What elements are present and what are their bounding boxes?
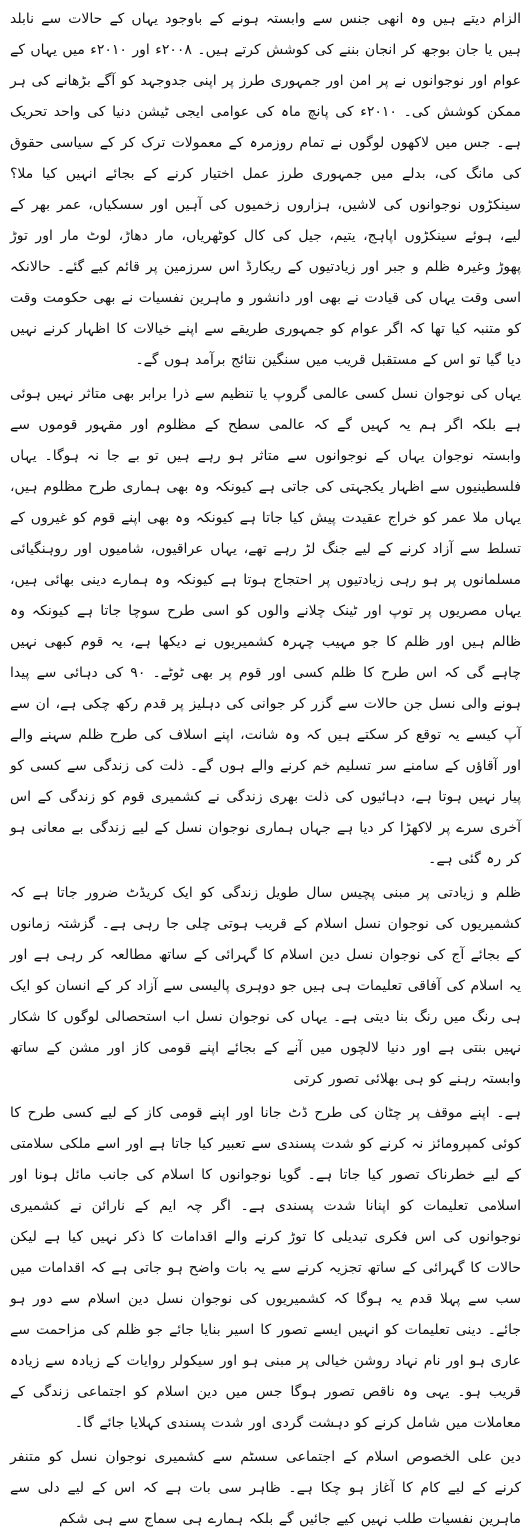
article-paragraph-2: یہاں کی نوجوان نسل کسی عالمی گروپ یا تنظیم سے ذرا برابر بھی متاثر نہیں ہوئی ہے بلکہ اگر ہم یہ کہیں گے کہ عالمی سطح کے مظلوم اور مقہور قوموں سے وابستہ نوجوان یہاں کے نوجوانوں سے متاثر ہو رہے ہیں تو بے جا نہ ہوگا۔ یہاں فلسطینیوں سے اظہار یکجہتی کی جاتی ہے کیونکہ وہ بھی ہماری طرح مظلوم ہیں، یہاں ملا عمر کو خراج عقیدت پیش کیا جاتا ہے کیونکہ وہ بھی اپنے قوم کو غیروں کے تسلط سے آزاد کرنے کے لیے جنگ لڑ رہے تھے، یہاں عراقیوں، شامیوں اور روہنگیائی مسلمانوں پر ہو رہی زیادتیوں پر احتجاج ہوتا ہے کیونکہ وہ ہمارے دینی بھائی ہیں، یہاں مصریوں پر توپ اور ٹینک چلانے والوں کو اسی طرح سوچا جاتا ہے کیونکہ وہ ظالم ہیں اور ظلم کا جو مہیب چہرہ کشمیریوں نے دیکھا ہے، یہ قوم کبھی نہیں چاہے گی کہ اس طرح کا ظلم کسی اور قوم پر بھی ٹوٹے۔ ۹۰ کی دہائی سے پیدا ہونے والی نسل جن حالات سے گزر کر جوانی کی دہلیز پر قدم رکھ چکی ہے، ان سے آپ کیسے یہ توقع کر سکتے ہیں کہ وہ شانت، اپنے اسلاف کی طرح ظلم سہنے والے اور آقاؤں کے سامنے سر تسلیم خم کرنے والے ہوں گے۔ ذلت کی زندگی سے کسی کو پیار نہیں ہوتا ہے، دہائیوں کی ذلت بھری زندگی نے کشمیری قوم کو زندگی کے اس آخری سرے پر لاکھڑا کر دیا ہے جہاں ہماری نوجوان نسل کے لیے زندگی بے معانی ہو کر رہ گئی ہے۔ xyxy=(10,386,521,867)
article-paragraph-3: ظلم و زیادتی پر مبنی پچیس سال طویل زندگی کو ایک کریڈٹ ضرور جاتا ہے کہ کشمیریوں کی نوجوان نسل اسلام کے قریب ہوتی چلی جا رہی ہے۔ گزشتہ زمانوں کے بجائے آج کی نوجوان نسل دین اسلام کا گہرائی کے ساتھ مطالعہ کر رہی ہے اور یہ اسلام کی آفاقی تعلیمات ہی ہیں جو دوہری پالیسی سے آزاد کر کے انسان کو ایک ہی رنگ میں رنگ بنا دیتی ہے۔ یہاں کی نوجوان نسل اب استحصالی لوگوں کا شکار نہیں بنتی ہے اور دنیا لالچوں میں آنے کے بجائے اپنے قومی کاز اور مشن کے ساتھ وابستہ رہنے کو ہی بھلائی تصور کرتی xyxy=(10,885,521,1087)
article-paragraph-4: ہے۔ اپنے موقف پر چٹان کی طرح ڈٹ جانا اور اپنے قومی کاز کے لیے کسی طرح کا کوئی کمپرومائز نہ کرنے کو شدت پسندی سے تعبیر کیا جاتا ہے اور اسے ملکی سلامتی کے لیے خطرناک تصور کیا جاتا ہے۔ گویا نوجوانوں کا اسلام کی جانب مائل ہونا اور اسلامی تعلیمات کو اپنانا شدت پسندی ہے۔ اگر چہ ایم کے نارائن نے کشمیری نوجوانوں کی اس فکری تبدیلی کا توڑ کرنے والے اقدامات کا ذکر نہیں کیا ہے لیکن حالات کا گہرائی کے ساتھ تجزیہ کرنے سے یہ بات واضح ہو جاتی ہے کہ اقدامات میں سب سے پہلا قدم یہ ہوگا کہ کشمیریوں کی نوجوان نسل دین اسلام سے دور ہو جائے۔ دینی تعلیمات کو انہیں ایسے تصور کا اسیر بنایا جائے جو ظلم کی مزاحمت سے عاری ہو اور نام نہاد روشن خیالی پر مبنی ہو اور سیکولر روایات کے زیادہ سے زیادہ قریب ہو۔ یہی وہ ناقص تصور ہوگا جس میں دین اسلام کو اجتماعی زندگی کے معاملات میں شامل کرنے کو دہشت گردی اور شدت پسندی کہلایا جائے گا۔ xyxy=(10,1105,521,1431)
article-paragraph-5: دین علی الخصوص اسلام کے اجتماعی سسٹم سے کشمیری نوجوان نسل کو متنفر کرنے کے لیے کام کا آغاز ہو چکا ہے۔ ظاہر سی بات ہے کہ اس کے لیے دلی سے ماہرین نفسیات طلب نہیں کیے جائیں گے بلکہ ہمارے ہی سماج سے ہی شکم xyxy=(10,1449,521,1527)
article-paragraph-1: الزام دیتے ہیں وہ انھی جنس سے وابستہ ہونے کے باوجود یہاں کے حالات سے نابلد ہیں یا جان بوجھ کر انجان بننے کی کوشش کرتے ہیں۔ ۲۰۰۸ء اور ۲۰۱۰ء میں یہاں کے عوام اور نوجوانوں نے پر امن اور جمہوری طرز پر اپنی جدوجہد کو آگے بڑھانے کی ہر ممکن کوشش کی۔ ۲۰۱۰ء کی پانچ ماہ کی عوامی ایجی ٹیشن دنیا کی واحد تحریک ہے۔ جس میں لاکھوں لوگوں نے تمام روزمرہ کے معمولات ترک کر کے سیاسی حقوق کی مانگ کی، بدلے میں جمہوری طرز عمل اختیار کرنے کے بجائے انہیں کیا ملا؟ سینکڑوں نوجوانوں کی لاشیں، ہزاروں زخمیوں کی آہیں اور سسکیاں، عمر بھر کے لیے، ہوئے سینکڑوں اپاہج، یتیم، جیل کی کال کوٹھریاں، مار دھاڑ، لوٹ مار اور توڑ پھوڑ وغیرہ ظلم و جبر اور زیادتیوں کے ریکارڈ اس سرزمین پر قائم کیے گئے۔ حالانکہ اسی وقت یہاں کی قیادت نے بھی اور دانشور و ماہرین نفسیات نے بھی حکومت وقت کو متنبہ کیا تھا کہ اگر عوام کو جمہوری طریقے سے اپنے خیالات کا اظہار کرنے نہیں دیا گیا تو اس کے مستقبل قریب میں سنگین نتائج برآمد ہوں گے۔ xyxy=(10,11,521,368)
